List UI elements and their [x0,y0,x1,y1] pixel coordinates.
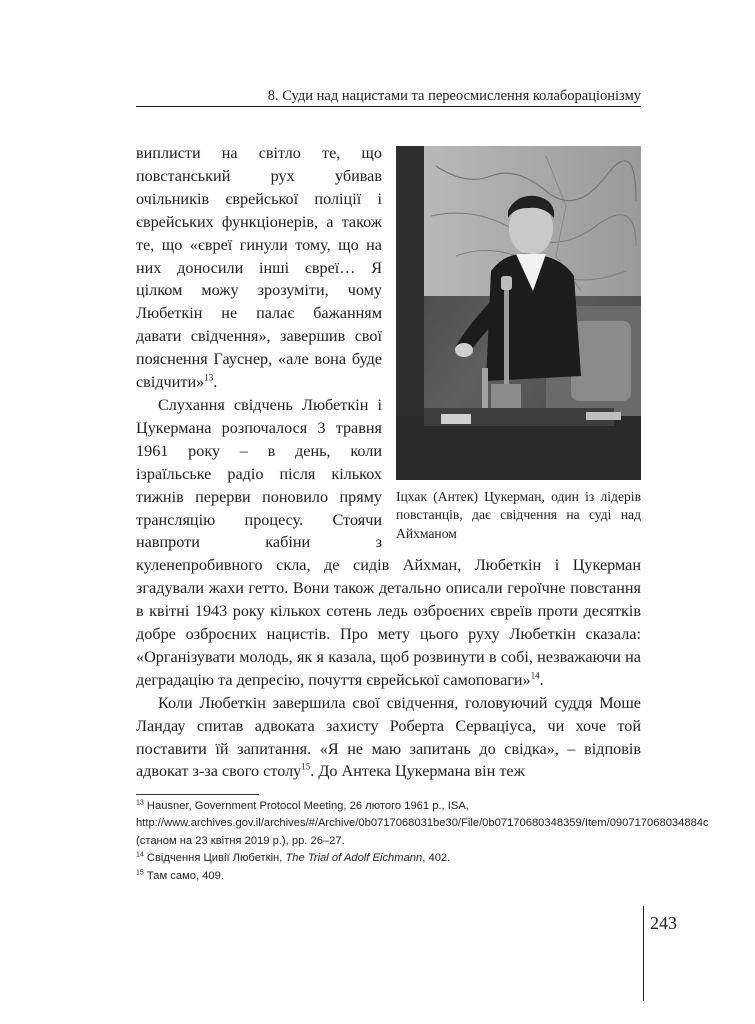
footnote-13-text: Hausner, Government Protocol Meeting, 26 лютого 1961 р., ISA, http://www.archives.gov.il/archives/#/Archive/0b0717068031be30/File/0b07170680348359/Item/090717068034884c (станом на 23 квітня 2019 р.), pp. 26–27. [136,800,709,847]
paragraph-3-text-b: . До Антека Цукермана він теж [310,762,525,781]
photo-witness-testimony [396,146,641,480]
footnote-13 [136,798,709,850]
paragraph-2: Слухання свідчень Любеткін і Цукермана розпочалося 3 травня 1961 року – в день, коли ізраїльське радіо після кількох тижнів перерви поновило пряму трансляцію процесу. Стоячи навпроти кабіни з куленепробивного скла, де сидів Айхман, Любеткін і Цукерман згадували жахи гетто. Вони також детально описали героїчне повстання в квітні 1943 року кількох сотень ледь озброєних євреїв проти десятків добре озброєних нацистів. Про мету цього руху Любеткін сказала: «Організувати молодь, як я казала, щоб розвинути в собі, незважаючи на деградацію та депресію, почуття єврейської самоповаги»$^{14}$. [136,395,641,689]
footnote-15-text: Там само, 409. [146,869,224,882]
footnote-14-book-title: The Trial of Adolf Eichmann [285,852,423,865]
header-rule [136,106,641,107]
main-text [136,142,641,783]
page-number-rule [643,906,644,1001]
footnote-14-text-a: Свідчення Цивії Любеткін, [146,852,286,865]
footnote-ref-14[interactable]: 14 [530,670,540,681]
running-header: 8. Суди над нацистами та переосмислення колабораціонізму [267,88,641,104]
figure [396,146,641,543]
paragraph-2-text: Слухання свідчень Любеткін і Цукермана розпочалося 3 травня 1961 року – в день, коли ізраїльське радіо після кількох тижнів перерви поновило пряму трансляцію процесу. Стоячи навпроти кабіни з куленепробивного скла, де сидів Айхман, Любеткін і Цукерман згадували жахи гетто. Вони також детально описали героїчне повстання в квітні 1943 року кількох сотень ледь озброєних євреїв проти десятків добре озброєних нацистів. Про мету цього руху Любеткін сказала: «Організувати молодь, як я казала, щоб розвинути в собі, незважаючи на деградацію та депресію, почуття єврейської самоповаги» [136,395,641,689]
footnotes [136,798,709,885]
footnote-rule [136,794,259,795]
paragraph-1-text: виплисти на світло те, що повстанський рух убивав очільників єврейської поліції і єврейських функціонерів, а також те, що «євреї гинули тому, що на них доносили інші євреї… Я цілком можу зрозуміти, чому Любеткін не палає бажанням давати свідчення», завершив свої пояснення Гауснер, «але вона буде свідчити» [136,144,382,392]
footnote-ref-13[interactable]: 13 [204,372,214,383]
footnote-15 [136,868,648,885]
paragraph-3-text-a: Коли Любеткін завершила свої свідчення, головуючий суддя Моше Ландау спитав адвоката захисту Роберта Серваціуса, чи хоче той поставити їй запитання. «Я не маю запитань до свідка», – відповів адвокат з-за свого столу [136,693,641,781]
footnote-num-14: 14 [136,851,144,859]
paragraph-3 [136,692,641,784]
figure-caption: Іцхак (Антек) Цукерман, один із лідерів повстанців, дає свідчення на суді над Айхманом [396,489,641,541]
page-number: 243 [650,913,677,933]
paragraph-1: виплисти на світло те, що повстанський рух убивав очільників єврейської поліції і єврейських функціонерів, а також те, що «євреї гинули тому, що на них доносили інші євреї… Я цілком можу зрозуміти, чому Любеткін не палає бажанням давати свідчення», завершив свої пояснення Гауснер, «але вона буде свідчити»$^{13}$. [136,144,382,392]
footnote-14-text-b: , 402. [422,852,451,865]
footnote-14 [136,850,648,867]
footnote-num-15: 15 [136,868,144,876]
footnote-num-13: 13 [136,799,144,807]
footnote-ref-15[interactable]: 15 [301,762,311,773]
